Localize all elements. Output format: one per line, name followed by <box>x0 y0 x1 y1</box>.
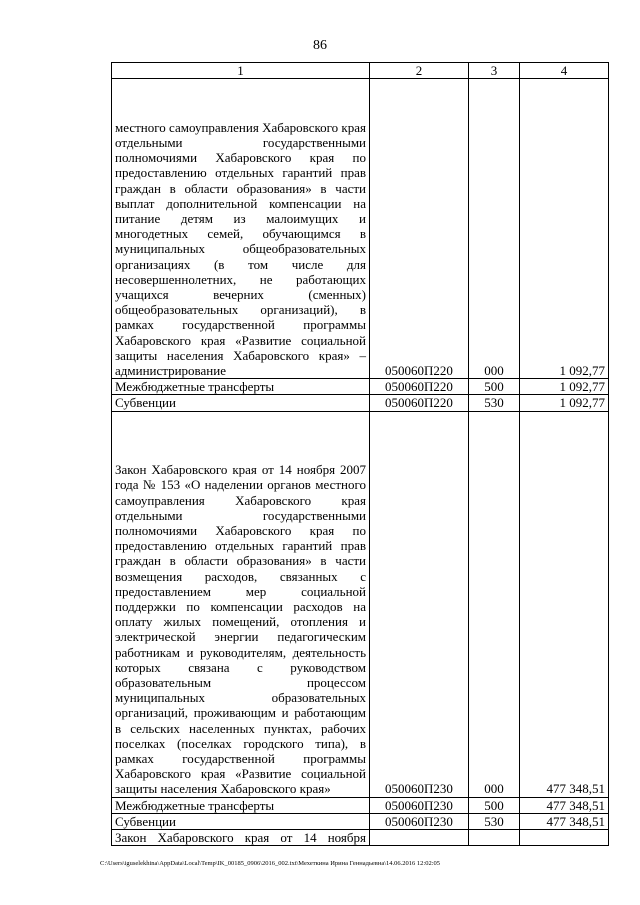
row-expense-type: 530 <box>469 395 520 411</box>
row-expense-type: 000 <box>469 79 520 379</box>
column-header: 2 <box>370 63 469 79</box>
column-header: 4 <box>520 63 609 79</box>
row-description: Закон Хабаровского края от 14 ноября <box>112 830 370 846</box>
table-row <box>112 395 609 411</box>
row-amount: 1 092,77 <box>520 79 609 379</box>
table-row <box>112 830 609 846</box>
row-description: Межбюджетные трансферты <box>112 379 370 395</box>
row-target-code: 050060П220 <box>370 379 469 395</box>
budget-table <box>111 62 609 846</box>
page-number: 86 <box>313 38 327 53</box>
file-path-footer: C:\Users\iguselekhina\AppData\Local\Temp\IK_00185_0906\2016_002.txt\Мехеткина Ирина Геннадьевна\14.06.2016 12:02:05 <box>100 860 441 867</box>
row-target-code <box>370 830 469 846</box>
row-expense-type: 500 <box>469 797 520 813</box>
row-target-code: 050060П230 <box>370 813 469 829</box>
row-description: Субвенции <box>112 813 370 829</box>
row-description: местного самоуправления Хабаровского края отдельными государственными полномочиями Хабаровского края по предоставлению отдельных гарантий прав граждан в области образования» в части выплат дополнительной компенсации на питание детям из малоимущих и многодетных семей, обучающимся в муниципальных общеобразовательных организациях (в том числе для несовершеннолетних, не работающих учащихся вечерних (сменных) общеобразовательных организаций), в рамках государственной программы Хабаровского края «Развитие социальной защиты населения Хабаровского края» – администрирование <box>112 79 370 379</box>
row-target-code: 050060П230 <box>370 411 469 797</box>
table-row <box>112 79 609 379</box>
row-expense-type: 500 <box>469 379 520 395</box>
column-header: 3 <box>469 63 520 79</box>
row-amount: 477 348,51 <box>520 797 609 813</box>
table-row <box>112 379 609 395</box>
row-target-code: 050060П220 <box>370 79 469 379</box>
row-amount: 1 092,77 <box>520 395 609 411</box>
row-amount: 1 092,77 <box>520 379 609 395</box>
row-amount <box>520 830 609 846</box>
row-target-code: 050060П220 <box>370 395 469 411</box>
table-row <box>112 797 609 813</box>
row-description: Межбюджетные трансферты <box>112 797 370 813</box>
column-header: 1 <box>112 63 370 79</box>
row-expense-type: 000 <box>469 411 520 797</box>
table-row <box>112 813 609 829</box>
row-expense-type <box>469 830 520 846</box>
row-target-code: 050060П230 <box>370 797 469 813</box>
row-expense-type: 530 <box>469 813 520 829</box>
table-header-row <box>112 63 609 79</box>
table-row <box>112 411 609 797</box>
row-description: Субвенции <box>112 395 370 411</box>
row-amount: 477 348,51 <box>520 411 609 797</box>
row-amount: 477 348,51 <box>520 813 609 829</box>
row-description: Закон Хабаровского края от 14 ноября 2007 года № 153 «О наделении органов местного самоуправления Хабаровского края отдельными государственными полномочиями Хабаровского края по предоставлению отдельных гарантий прав граждан в области образования» в части возмещения расходов, связанных с предоставлением мер социальной поддержки по компенсации расходов на оплату жилых помещений, отопления и электрической энергии педагогическим работникам и руководителям, деятельность которых связана с руководством образовательным процессом муниципальных образовательных организаций, проживающим и работающим в сельских населенных пунктах, рабочих поселках (поселках городского типа), в рамках государственной программы Хабаровского края «Развитие социальной защиты населения Хабаровского края» <box>112 411 370 797</box>
